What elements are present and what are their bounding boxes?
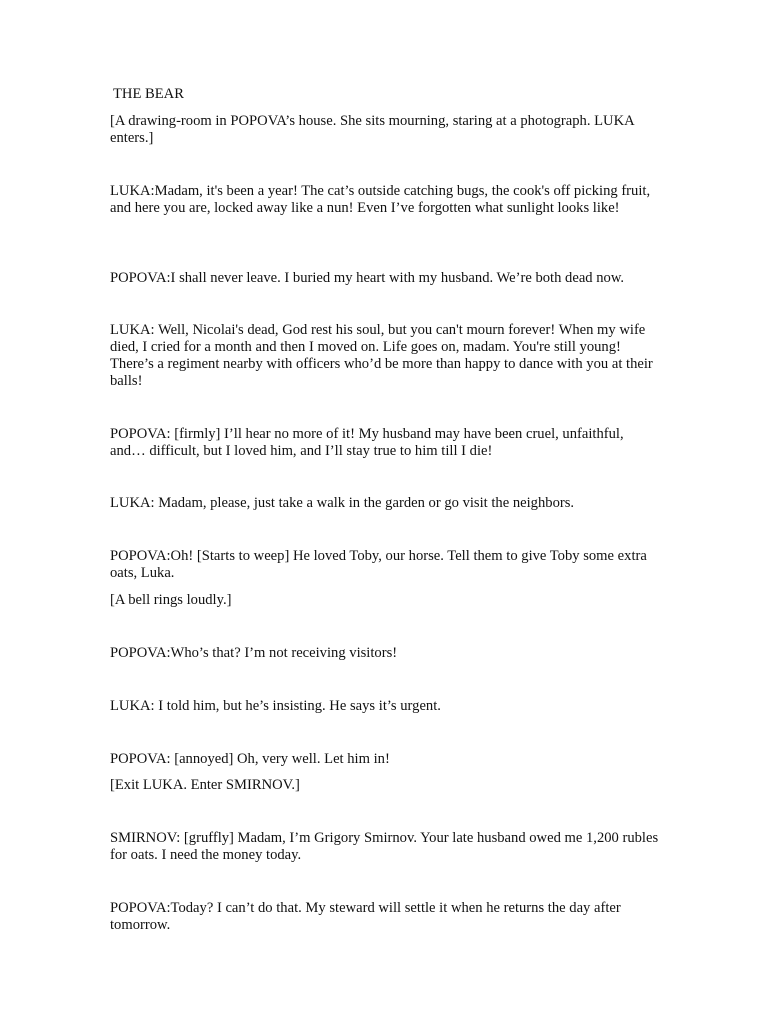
- dialogue-line: POPOVA:I shall never leave. I buried my heart with my husband. We’re both dead now.: [110, 270, 625, 286]
- dialogue-line: POPOVA: [firmly] I’ll hear no more of it! My husband may have been cruel, unfaithful, and… difficult, but I loved him, and I’ll stay true to him till I die!: [110, 426, 624, 459]
- dialogue-line: LUKA:Madam, it's been a year! The cat’s outside catching bugs, the cook's off picking fruit, and here you are, locked away like a nun! Even I’ve forgotten what sunlight looks like!: [110, 183, 651, 216]
- dialogue-line: SMIRNOV: [gruffly] Madam, I’m Grigory Smirnov. Your late husband owed me 1,200 rubles for oats. I need the money today.: [110, 830, 659, 863]
- dialogue-line: POPOVA:Who’s that? I’m not receiving visitors!: [110, 645, 398, 661]
- dialogue-line: LUKA: Madam, please, just take a walk in the garden or go visit the neighbors.: [110, 495, 575, 511]
- stage-direction: [A drawing-room in POPOVA’s house. She sits mourning, staring at a photograph. LUKA enters.]: [110, 113, 634, 146]
- stage-direction: [Exit LUKA. Enter SMIRNOV.]: [110, 777, 300, 793]
- dialogue-line: LUKA: I told him, but he’s insisting. He says it’s urgent.: [110, 698, 441, 714]
- dialogue-line: POPOVA:Oh! [Starts to weep] He loved Toby, our horse. Tell them to give Toby some extra oats, Luka.: [110, 548, 647, 581]
- stage-direction: [A bell rings loudly.]: [110, 592, 232, 608]
- document-title: THE BEAR: [113, 86, 184, 102]
- dialogue-line: POPOVA: [annoyed] Oh, very well. Let him in!: [110, 751, 390, 767]
- dialogue-line: POPOVA:Today? I can’t do that. My steward will settle it when he returns the day after tomorrow.: [110, 900, 621, 933]
- dialogue-line: LUKA: Well, Nicolai's dead, God rest his soul, but you can't mourn forever! When my wife died, I cried for a month and then I moved on. Life goes on, madam. You're still young! There’s a regiment nearby with officers who’d be more than happy to dance with you at their balls!: [110, 322, 653, 389]
